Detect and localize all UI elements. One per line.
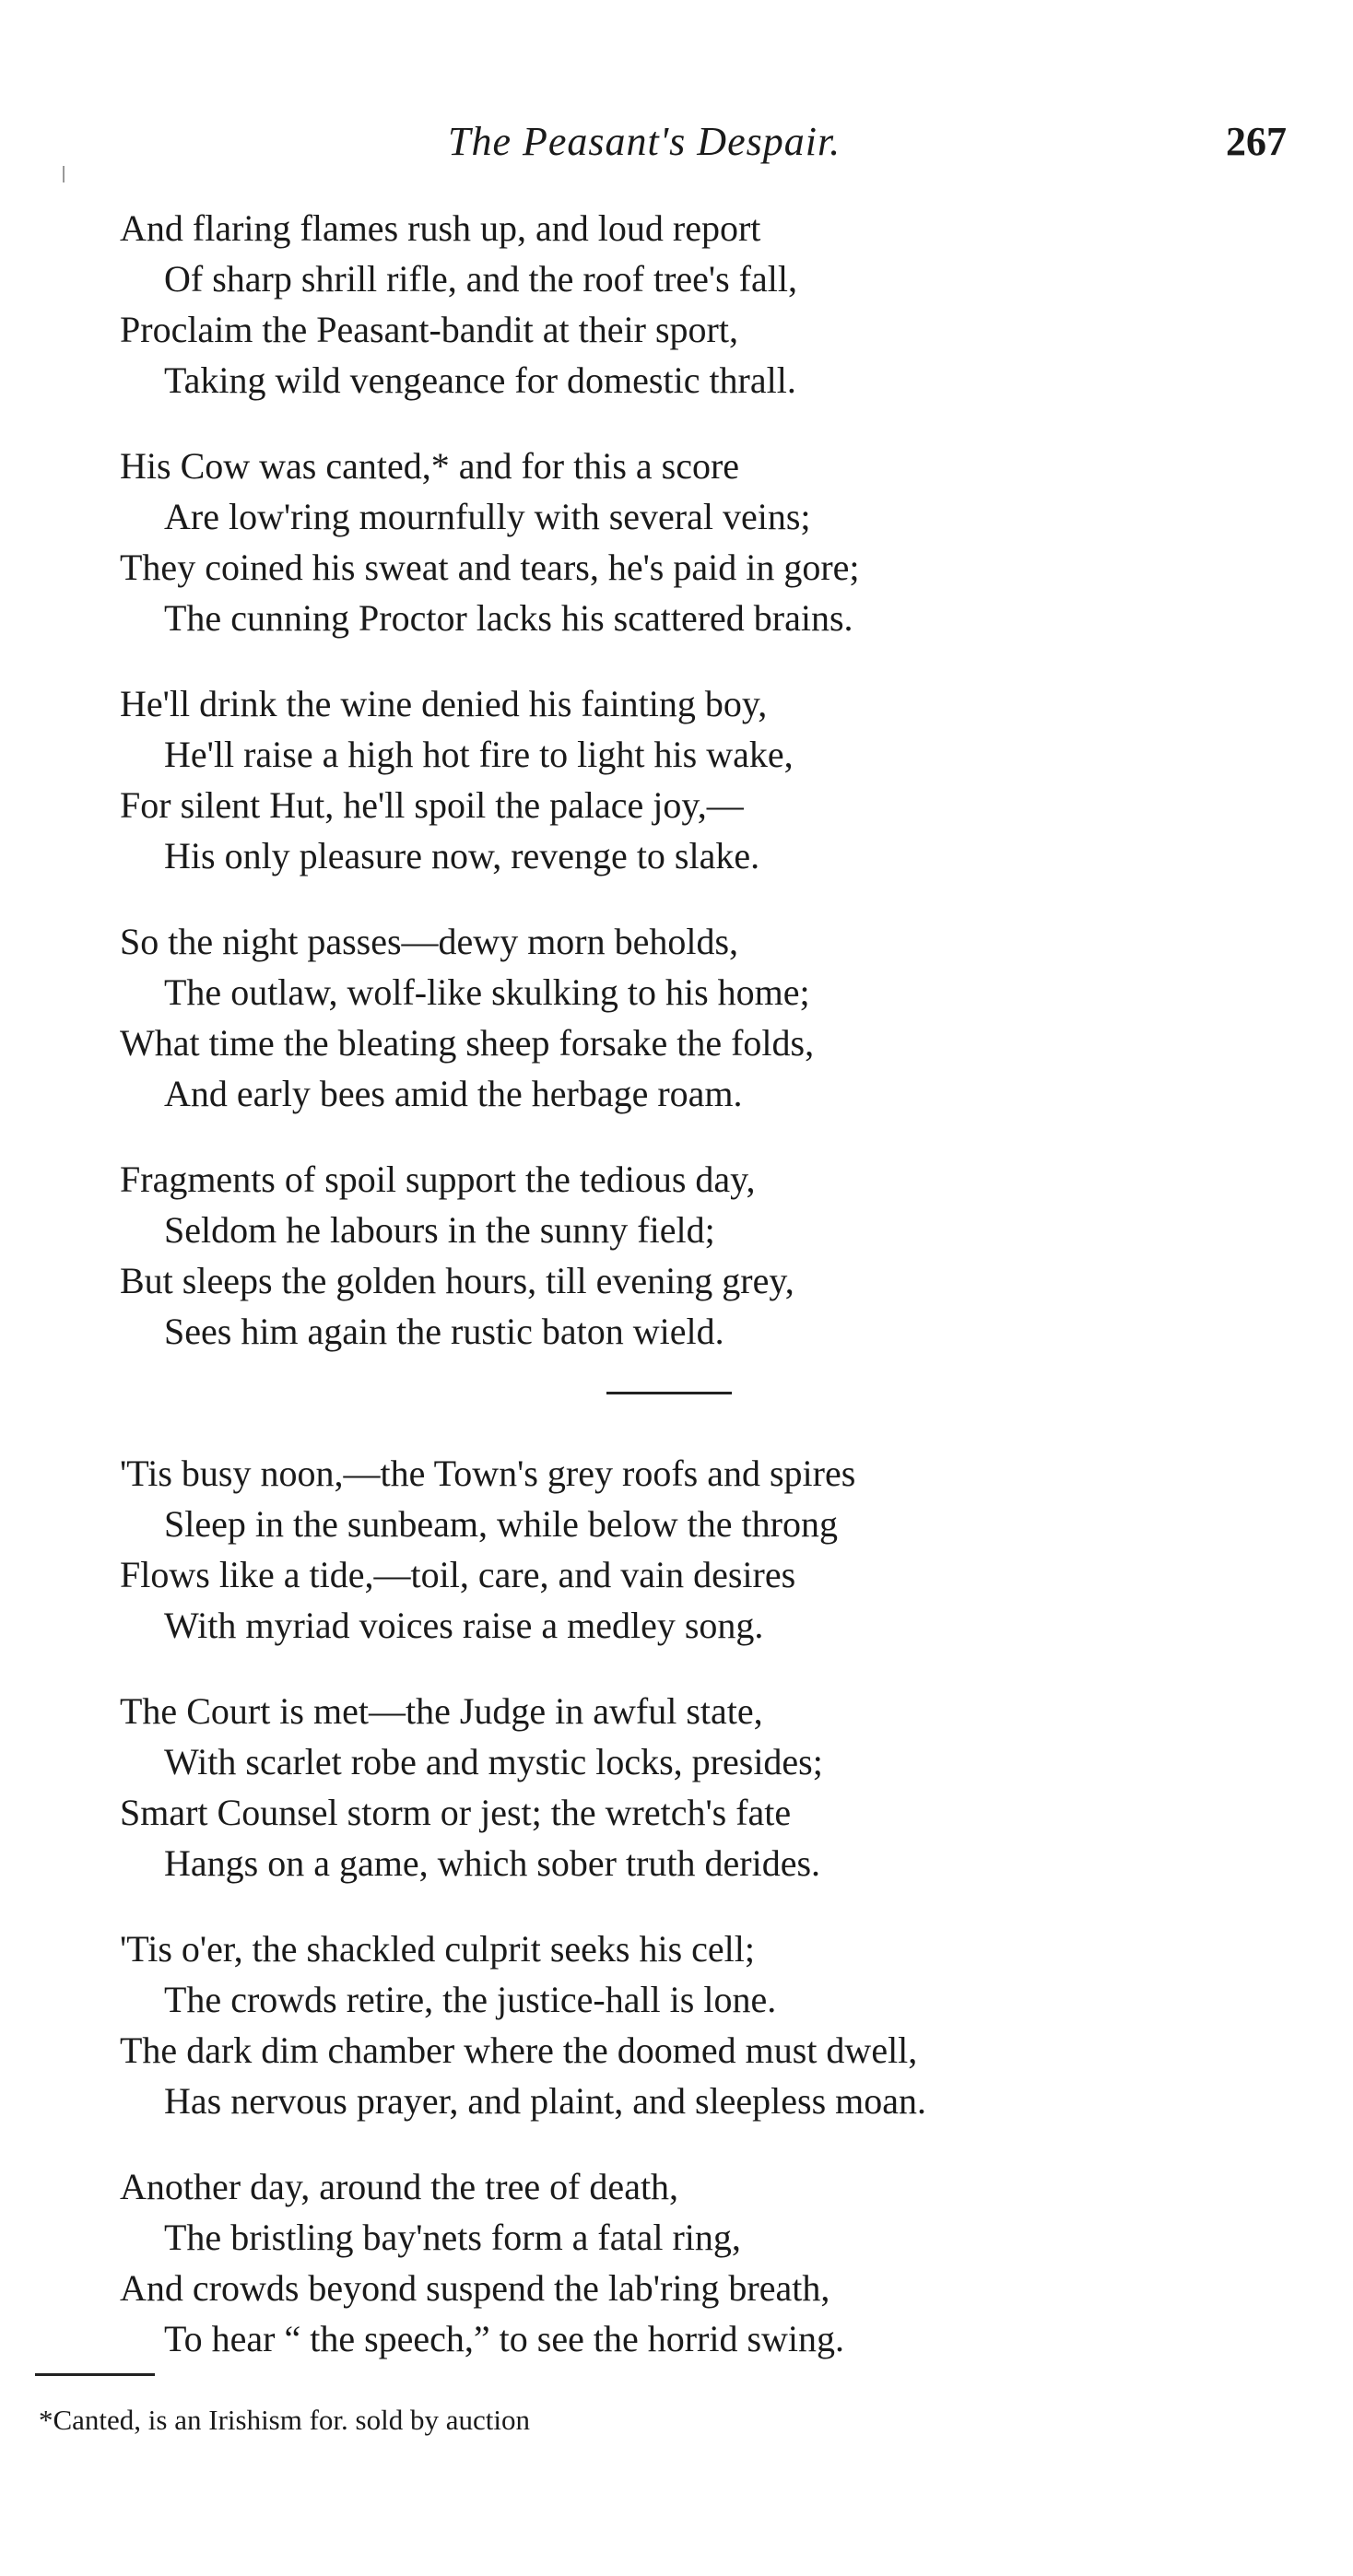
verse-line: He'll raise a high hot fire to light his wake, <box>164 734 794 775</box>
poem-part-1 <box>120 203 1226 1357</box>
verse-line: And early bees amid the herbage roam. <box>164 1073 743 1114</box>
verse-line: Has nervous prayer, and plaint, and sleepless moan. <box>164 2080 927 2122</box>
verse-line: He'll drink the wine denied his fainting boy, <box>120 683 768 724</box>
verse-line: Of sharp shrill rifle, and the roof tree's fall, <box>164 258 797 300</box>
verse-line: Are low'ring mournfully with several veins; <box>164 496 811 537</box>
verse-line: The outlaw, wolf-like skulking to his home; <box>164 971 810 1013</box>
running-title: The Peasant's Despair. <box>448 119 841 164</box>
running-head <box>0 118 1353 173</box>
verse-line: With scarlet robe and mystic locks, presides; <box>164 1741 823 1782</box>
footnote-rule <box>35 2373 155 2376</box>
verse-line: The dark dim chamber where the doomed must dwell, <box>120 2029 918 2071</box>
stanza <box>120 1923 1226 2126</box>
verse-line: Sees him again the rustic baton wield. <box>164 1311 724 1352</box>
verse-line: The crowds retire, the justice-hall is lone. <box>164 1979 777 2020</box>
verse-line: The Court is met—the Judge in awful state, <box>120 1690 763 1732</box>
verse-line: So the night passes—dewy morn beholds, <box>120 921 739 962</box>
verse-line: Another day, around the tree of death, <box>120 2166 679 2207</box>
stanza <box>120 1686 1226 1888</box>
verse-line: Hangs on a game, which sober truth derides. <box>164 1842 821 1884</box>
verse-line: But sleeps the golden hours, till evening grey, <box>120 1260 794 1301</box>
margin-mark <box>63 166 65 182</box>
verse-line: 'Tis o'er, the shackled culprit seeks his cell; <box>120 1928 755 1970</box>
verse-line: And flaring flames rush up, and loud report <box>120 207 761 249</box>
verse-line: Smart Counsel storm or jest; the wretch's fate <box>120 1792 792 1833</box>
page-number: 267 <box>1226 119 1287 164</box>
verse-line: His Cow was canted,* and for this a score <box>120 445 740 487</box>
stanza <box>120 2161 1226 2364</box>
stanza <box>120 1154 1226 1357</box>
verse-line: Proclaim the Peasant-bandit at their sport, <box>120 309 738 350</box>
verse-line: The bristling bay'nets form a fatal ring, <box>164 2217 741 2258</box>
stanza <box>120 203 1226 406</box>
verse-line: What time the bleating sheep forsake the folds, <box>120 1022 815 1064</box>
verse-line: With myriad voices raise a medley song. <box>164 1605 764 1646</box>
verse-line: Flows like a tide,—toil, care, and vain desires <box>120 1554 796 1595</box>
stanza <box>120 1448 1226 1651</box>
verse-line: To hear “ the speech,” to see the horrid swing. <box>164 2318 845 2359</box>
verse-line: For silent Hut, he'll spoil the palace joy,— <box>120 784 744 826</box>
stanza <box>120 678 1226 881</box>
verse-line: Sleep in the sunbeam, while below the throng <box>164 1503 838 1545</box>
verse-line: Taking wild vengeance for domestic thrall. <box>164 359 796 401</box>
section-divider <box>606 1392 732 1394</box>
stanza <box>120 916 1226 1119</box>
poem-part-2 <box>120 1448 1226 2364</box>
poem-body <box>120 203 1226 2399</box>
verse-line: His only pleasure now, revenge to slake. <box>164 835 760 876</box>
verse-line: They coined his sweat and tears, he's paid in gore; <box>120 547 860 588</box>
verse-line: 'Tis busy noon,—the Town's grey roofs and spires <box>120 1453 856 1494</box>
footnote: *Canted, is an Irishism for. sold by auction <box>39 2404 530 2436</box>
verse-line: Fragments of spoil support the tedious day, <box>120 1159 756 1200</box>
verse-line: Seldom he labours in the sunny field; <box>164 1209 715 1251</box>
verse-line: The cunning Proctor lacks his scattered brains. <box>164 597 853 639</box>
verse-line: And crowds beyond suspend the lab'ring breath, <box>120 2267 830 2309</box>
stanza <box>120 441 1226 643</box>
